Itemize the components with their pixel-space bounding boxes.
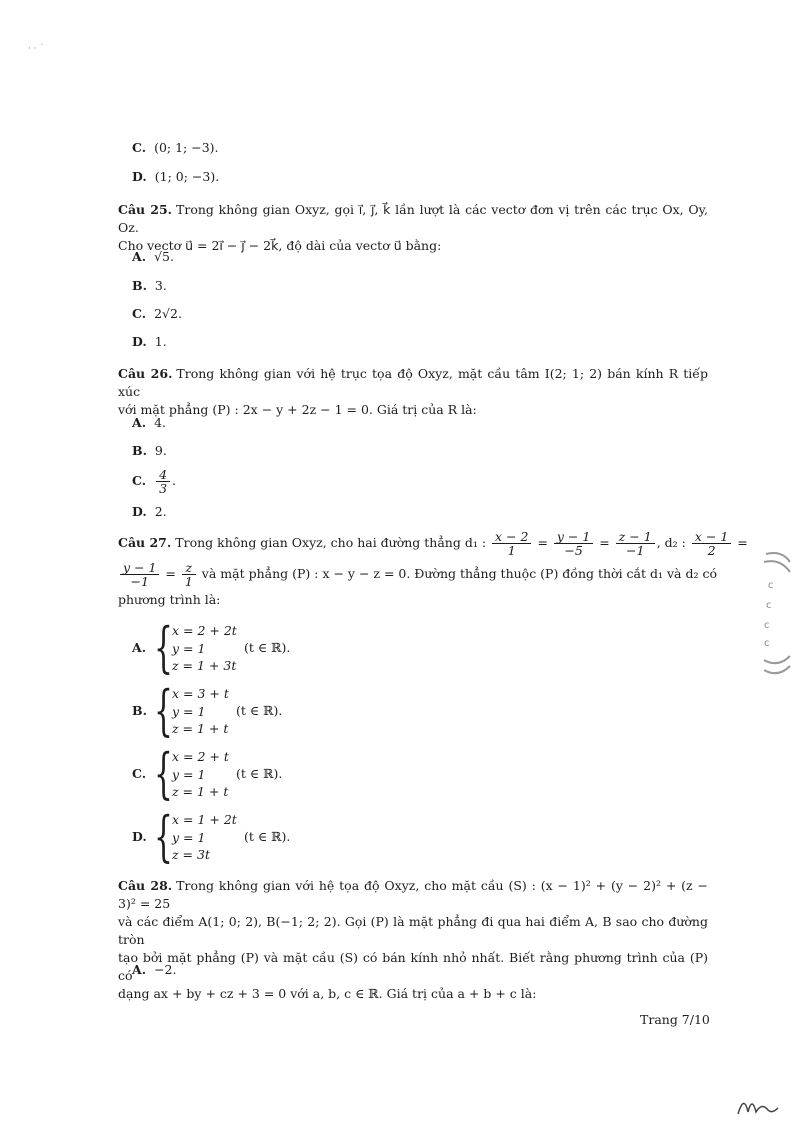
- q27-option-b: B. { x = 3 + t y = 1 z = 1 + t (t ∈ ℝ).: [132, 679, 283, 742]
- q24-option-d: D. (1; 0; −3).: [132, 169, 220, 184]
- svg-text:c: c: [764, 638, 770, 649]
- svg-text:c: c: [768, 580, 774, 591]
- q27-stem-line2: $\frac{y - 1}{-1}$ = $\frac{z}{1}$ và mặt phẳng (P) : x − y − z = 0. Đường thẳng thuộc (P) đồng thời cắt d₁ và d₂ có: [118, 561, 717, 588]
- fraction: $\frac{4}{3}$: [156, 468, 170, 495]
- q26-option-c: C. $\frac{4}{3}$ .: [132, 467, 177, 496]
- q27-stem-line1: Câu 27. Trong không gian Oxyz, cho hai đường thẳng d₁ : $\frac{x - 2}{1}$ = $\frac{y - 1}{-5}$ = $\frac{z - 1}{-1}$ , d₂ : $\frac{x - 1}{2}$ =: [118, 529, 748, 558]
- q25-stem: Câu 25. Trong không gian Oxyz, gọi i⃗, j⃗, k⃗ lần lượt là các vectơ đơn vị trên các trục Ox, Oy, Oz. Cho vectơ u⃗ = 2i⃗ − j⃗ − 2k⃗, độ dài của vectơ u⃗ bằng:: [118, 202, 708, 253]
- q25-option-c: C. 2√2.: [132, 306, 182, 321]
- svg-text:c: c: [766, 600, 772, 611]
- brace-icon: {: [154, 805, 173, 868]
- brace-icon: {: [154, 616, 173, 679]
- scan-mark-top-left: · · ˙: [28, 44, 44, 54]
- q27-number: Câu 27.: [118, 535, 172, 550]
- q27-option-c: C. { x = 2 + t y = 1 z = 1 + t (t ∈ ℝ).: [132, 742, 283, 805]
- fraction: $\frac{y - 1}{-5}$: [554, 530, 593, 557]
- svg-text:c: c: [764, 620, 770, 631]
- stamp-fragment-icon: [762, 548, 792, 678]
- brace-icon: {: [154, 742, 173, 805]
- brace-icon: {: [154, 679, 173, 742]
- q25-option-d: D. 1.: [132, 334, 167, 349]
- q28-stem: Câu 28. Trong không gian với hệ tọa độ Oxyz, cho mặt cầu (S) : (x − 1)² + (y − 2)² + (z − 3)² = 25 và các điểm A(1; 0; 2), B(−1; 2; 2). Gọi (P) là mặt phẳng đi qua hai điểm A, B sao cho đường tròn tạo bởi mặt phẳng (P) và mặt cầu (S) có bán kính nhỏ nhất. Biết rằng phương trình của (P) có dạng ax + by + cz + 3 = 0 với a, b, c ∈ ℝ. Giá trị của a + b + c là:: [118, 878, 708, 1001]
- fraction: $\frac{z}{1}$: [182, 561, 196, 588]
- fraction: $\frac{y - 1}{-1}$: [120, 561, 159, 588]
- page-number: Trang 7/10: [640, 1012, 710, 1027]
- q26-stem: Câu 26. Trong không gian với hệ trục tọa độ Oxyz, mặt cầu tâm I(2; 1; 2) bán kính R tiếp xúc với mặt phẳng (P) : 2x − y + 2z − 1 = 0. Giá trị của R là:: [118, 366, 708, 417]
- q27-option-a: A. { x = 2 + 2t y = 1 z = 1 + 3t (t ∈ ℝ).: [132, 616, 291, 679]
- q25-option-a: A. √5.: [132, 249, 174, 264]
- q28-number: Câu 28.: [118, 878, 173, 893]
- signature-icon: [736, 1092, 780, 1118]
- q28-option-a: A. −2.: [132, 962, 177, 977]
- q24-option-c: C. (0; 1; −3).: [132, 140, 219, 155]
- fraction: $\frac{x - 2}{1}$: [492, 530, 531, 557]
- fraction: $\frac{z - 1}{-1}$: [616, 530, 655, 557]
- q25-option-b: B. 3.: [132, 278, 167, 293]
- q26-number: Câu 26.: [118, 366, 173, 381]
- fraction: $\frac{x - 1}{2}$: [692, 530, 731, 557]
- q27-stem-line3: phương trình là:: [118, 592, 221, 607]
- q26-option-b: B. 9.: [132, 443, 167, 458]
- signature-mark: [736, 1092, 780, 1121]
- q25-number: Câu 25.: [118, 202, 173, 217]
- scan-stamp-right-edge: [762, 548, 792, 678]
- q27-option-d: D. { x = 1 + 2t y = 1 z = 3t (t ∈ ℝ).: [132, 805, 291, 868]
- q26-option-a: A. 4.: [132, 415, 166, 430]
- q26-option-d: D. 2.: [132, 504, 167, 519]
